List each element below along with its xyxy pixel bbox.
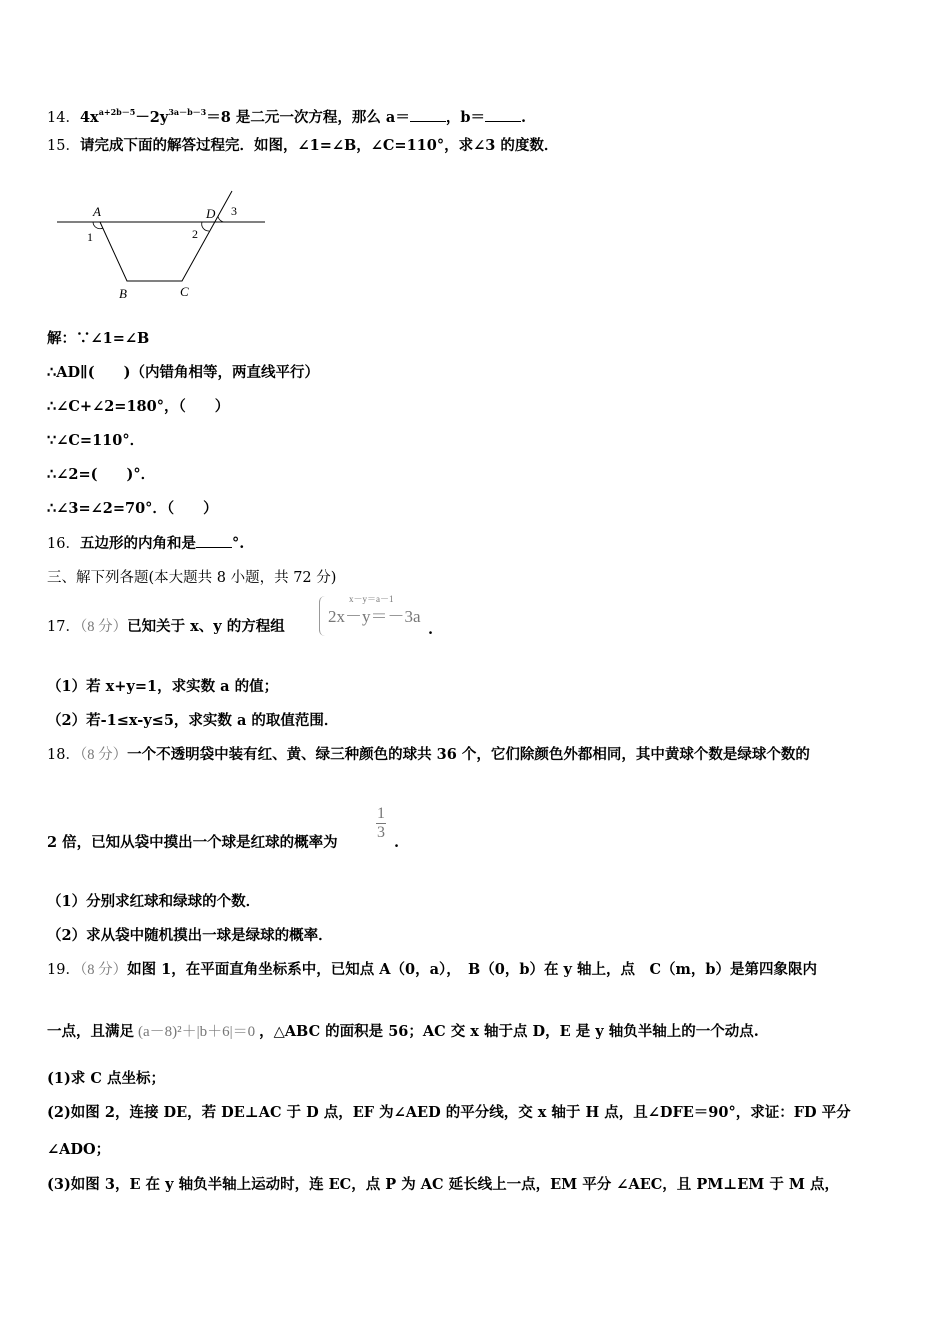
label-1: 1	[87, 230, 93, 244]
q18-line1: 一个不透明袋中装有红、黄、绿三种颜色的球共 36 个，它们除颜色外都相同，其中黄球个数是绿球个数的	[127, 746, 810, 763]
q17-part-1: （1）若 x+y=1，求实数 a 的值；	[47, 678, 279, 695]
q17-equation-2: 2x－y＝－3a	[328, 607, 421, 626]
q19-part-3: (3)如图 3，E 在 y 轴负半轴上运动时，连 EC，点 P 为 AC 延长线上一点，EM 平分 ∠AEC，且 PM⊥EM 于 M 点，	[47, 1176, 840, 1193]
q18-line2-row	[47, 833, 338, 853]
label-C: C	[180, 284, 189, 299]
q14-blank-b	[485, 109, 521, 122]
q18-end: .	[394, 834, 400, 851]
q14-exponent2: 3a－b－3	[168, 107, 207, 117]
q18-part-1: （1）分别求红球和绿球的个数．	[47, 893, 261, 910]
q19-line2-post: ，△ABC 的面积是 56；AC 交 x 轴于点 D，E 是 y 轴负半轴上的一个动点.	[259, 1023, 759, 1040]
q19-part-2b: ∠ADO；	[47, 1141, 111, 1158]
geometry-figure	[52, 186, 272, 306]
trapezoid-sides	[100, 191, 232, 281]
question-17	[47, 617, 285, 637]
angle-2-arc	[202, 222, 209, 231]
solution-line: ∴∠2=( )°．	[47, 466, 156, 483]
q19-line2-pre: 一点，且满足	[47, 1023, 134, 1040]
q19-line1: 如图 1，在平面直角坐标系中，已知点 A（0，a）， B（0，b）在 y 轴上，点 C（m，b）是第四象限内	[127, 961, 818, 978]
q14-term1: 4x	[79, 109, 99, 126]
q19-line2-row	[47, 1022, 759, 1042]
q14-end: .	[520, 109, 527, 126]
label-2: 2	[192, 227, 198, 241]
q17-equation-1: x－y＝a－1	[349, 594, 394, 604]
q18-number: 18．	[47, 747, 80, 763]
q19-formula: (a－8)²＋|b＋6|＝0	[138, 1024, 256, 1040]
solution-line: ∴∠C+∠2=180°，（ ）	[47, 398, 230, 415]
q16-text: 五边形的内角和是	[79, 535, 196, 552]
q14-text: ＝8 是二元一次方程，那么 a＝	[206, 109, 410, 126]
q14-blank-a	[410, 109, 446, 122]
solution-line: ∵∠C=110°．	[47, 432, 145, 449]
q16-blank	[196, 535, 232, 548]
q17-number: 17．	[47, 619, 80, 635]
question-14	[47, 102, 526, 128]
q15-number: 15．	[47, 138, 80, 154]
question-16	[47, 534, 244, 554]
question-18	[47, 745, 810, 765]
q18-fraction	[376, 805, 386, 842]
brace	[319, 596, 325, 636]
q19-score: （8 分）	[79, 962, 128, 978]
question-19	[47, 960, 817, 980]
fraction-numerator: 1	[377, 805, 385, 822]
solution-line: ∴AD∥( )（内错角相等，两直线平行）	[47, 364, 319, 381]
fraction-denominator: 3	[377, 824, 385, 841]
q14-term2: －2y	[135, 109, 169, 126]
q17-equation-system	[319, 594, 429, 640]
q19-part-1: (1)求 C 点坐标；	[47, 1070, 165, 1087]
label-A: A	[93, 204, 101, 219]
label-B: B	[119, 286, 127, 301]
q14-exponent1: a+2b－5	[98, 107, 136, 117]
question-15	[47, 136, 558, 156]
label-D: D	[206, 206, 216, 221]
q14-b-label: ，b＝	[445, 109, 485, 126]
q19-number: 19．	[47, 962, 80, 978]
q18-line2: 2 倍，已知从袋中摸出一个球是红球的概率为	[47, 834, 338, 851]
solution-line: 解：∵∠1=∠B	[47, 330, 150, 347]
q14-number: 14．	[47, 110, 80, 126]
q17-score: （8 分）	[79, 619, 128, 635]
q16-end: °.	[231, 535, 245, 552]
q18-part-2: （2）求从袋中随机摸出一球是绿球的概率．	[47, 927, 333, 944]
q17-part-2: （2）若-1≤x-y≤5，求实数 a 的取值范围．	[47, 712, 339, 729]
q19-part-2a: (2)如图 2，连接 DE，若 DE⊥AC 于 D 点，EF 为∠AED 的平分线，交 x 轴于 H 点，且∠DFE＝90°，求证：FD 平分	[47, 1104, 851, 1121]
solution-line: ∴∠3=∠2=70°．（ ）	[47, 500, 218, 517]
q15-text: 请完成下面的解答过程完．如图，∠1=∠B，∠C=110°，求∠3 的度数．	[79, 137, 559, 154]
q17-text: 已知关于 x、y 的方程组	[127, 618, 285, 635]
q18-score: （8 分）	[79, 747, 128, 763]
q17-end: .	[428, 621, 434, 638]
angle-3-arc	[218, 216, 226, 222]
q16-number: 16．	[47, 536, 80, 552]
label-3: 3	[231, 204, 237, 218]
section-heading: 三、解下列各题(本大题共 8 小题，共 72 分)	[47, 570, 337, 586]
